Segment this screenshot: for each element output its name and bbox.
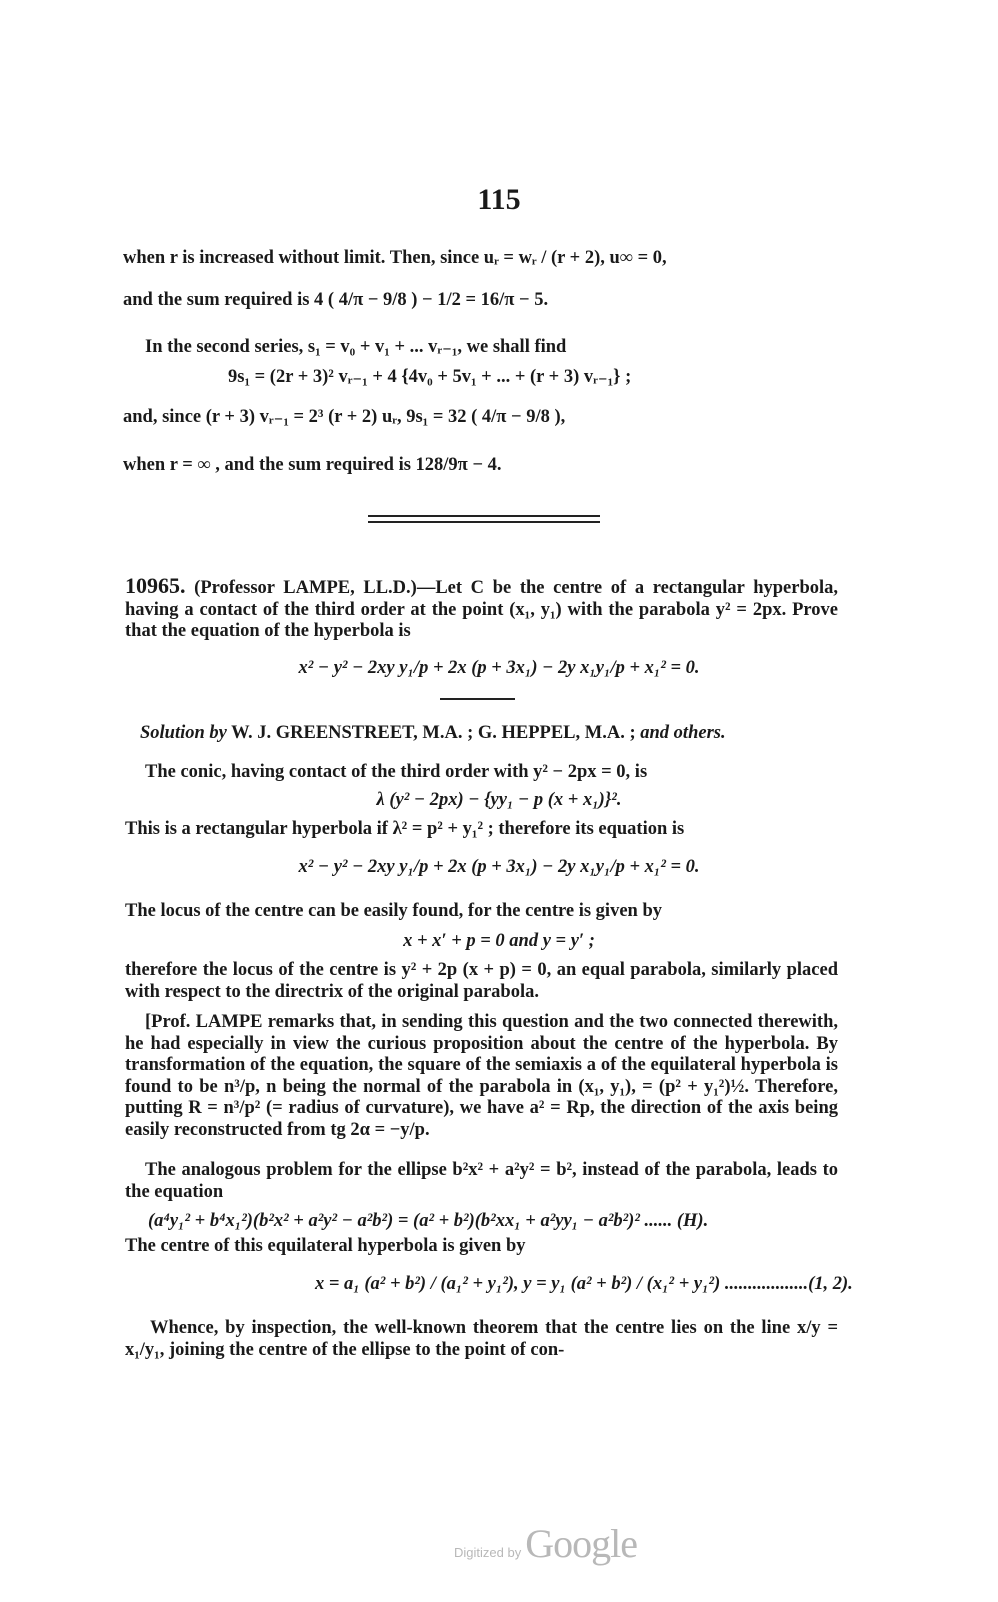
problem-statement: (Professor LAMPE, LL.D.)—Let C be the centre of a rectangular hyperbola, having a contact of the third order at the point (x₁, y₁) with the parabola y² = 2px. Prove that the equation of the hyperbola is	[125, 578, 838, 641]
google-logo: Google	[525, 1521, 637, 1566]
solution-paragraph-1: The conic, having contact of the third order with y² − 2px = 0, is	[145, 762, 648, 782]
solution-equation-2: x² − y² − 2xy y₁/p + 2x (p + 3x₁) − 2y x₁y₁/p + x₁² = 0.	[298, 857, 700, 877]
equation-h: (a⁴y₁² + b⁴x₁²)(b²x² + a²y² − a²b²) = (a² + b²)(b²xx₁ + a²yy₁ − a²b²)² ...... (H).	[148, 1211, 709, 1231]
digitized-watermark	[454, 1520, 637, 1567]
solution-suffix: and others.	[640, 723, 726, 743]
centre-line: The centre of this equilateral hyperbola is given by	[125, 1236, 526, 1256]
equation-1-2: x = a₁ (a² + b²) / (a₁² + y₁²), y = y₁ (a² + b²) / (x₁² + y₁²) ..................(1, 2).	[315, 1274, 853, 1294]
solution-paragraph-2: This is a rectangular hyperbola if λ² = p² + y₁² ; therefore its equation is	[125, 819, 685, 839]
top-line-3: In the second series, s₁ = v₀ + v₁ + ... vᵣ₋₁, we shall find	[145, 337, 567, 357]
digitized-label: Digitized by	[454, 1545, 522, 1560]
top-line-1: when r is increased without limit. Then, since uᵣ = wᵣ / (r + 2), u∞ = 0,	[123, 248, 667, 268]
solution-paragraph-4: therefore the locus of the centre is y² + 2p (x + p) = 0, an equal parabola, similarly placed with respect to the directrix of the original parabola.	[125, 960, 838, 1002]
section-divider-bottom	[368, 521, 600, 523]
page-number: 115	[477, 183, 521, 216]
analog-paragraph: The analogous problem for the ellipse b²x² + a²y² = b², instead of the parabola, leads to the equation	[125, 1160, 838, 1202]
solution-authors: W. J. GREENSTREET, M.A. ; G. HEPPEL, M.A. ;	[231, 723, 636, 743]
problem-block	[125, 575, 838, 643]
top-line-4: 9s₁ = (2r + 3)² vᵣ₋₁ + 4 {4v₀ + 5v₁ + ... + (r + 3) vᵣ₋₁} ;	[228, 367, 632, 387]
solution-prefix: Solution by	[140, 723, 227, 743]
solution-equation-1: λ (y² − 2px) − {yy₁ − p (x + x₁)}².	[376, 790, 622, 810]
problem-number: 10965.	[125, 573, 186, 598]
whence-paragraph: Whence, by inspection, the well-known theorem that the centre lies on the line x/y = x₁/y₁, joining the centre of the ellipse to the point of con-	[125, 1318, 838, 1360]
top-line-2: and the sum required is 4 ( 4/π − 9/8 ) − 1/2 = 16/π − 5.	[123, 290, 549, 310]
problem-equation: x² − y² − 2xy y₁/p + 2x (p + 3x₁) − 2y x₁y₁/p + x₁² = 0.	[298, 658, 700, 678]
solution-heading	[140, 723, 726, 744]
top-line-6: when r = ∞ , and the sum required is 128/9π − 4.	[123, 455, 502, 475]
remark-paragraph: [Prof. LAMPE remarks that, in sending this question and the two connected therewith, he had especially in view the curious proposition about the centre of the hyperbola. By transformation of the equation, the square of the semiaxis a of the equilateral hyperbola is found to be n³/p, n being the normal of the parabola in (x₁, y₁), = (p² + y₁²)½. Therefore, putting R = n³/p² (= radius of curvature), we have a² = Rp, the direction of the axis being easily reconstructed from tg 2α = −y/p.	[125, 1012, 838, 1140]
top-line-5: and, since (r + 3) vᵣ₋₁ = 2³ (r + 2) uᵣ, 9s₁ = 32 ( 4/π − 9/8 ),	[123, 407, 566, 427]
problem-divider	[440, 698, 515, 700]
section-divider-top	[368, 515, 600, 517]
solution-paragraph-3: The locus of the centre can be easily found, for the centre is given by	[125, 901, 662, 921]
solution-equation-3: x + x′ + p = 0 and y = y′ ;	[403, 931, 595, 951]
